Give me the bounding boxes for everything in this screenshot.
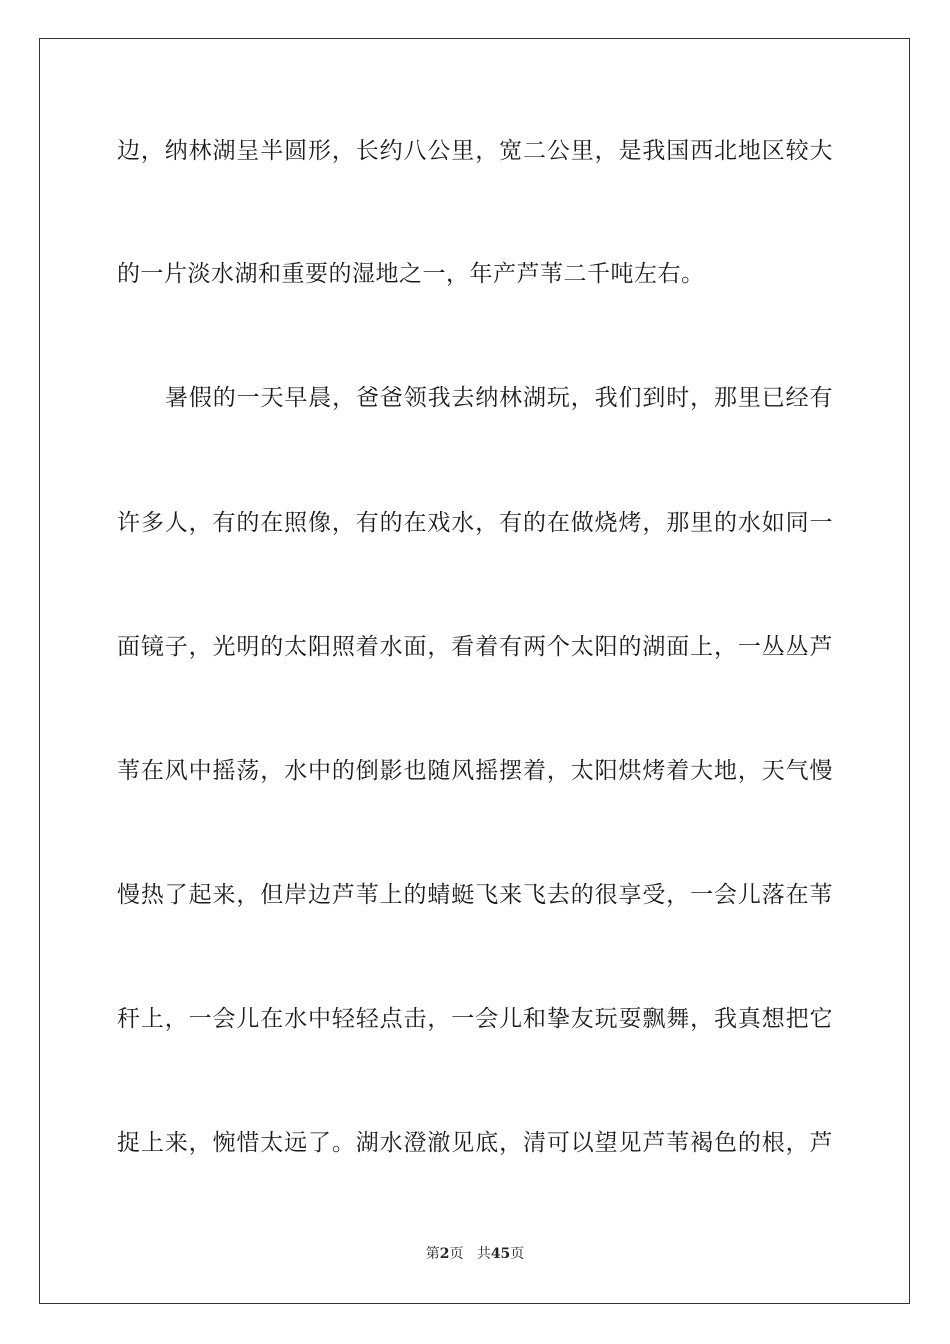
footer-total-suffix: 页 xyxy=(510,1246,525,1262)
text-line-2: 的一片淡水湖和重要的湿地之一，年产芦苇二千吨左右。 xyxy=(117,261,705,287)
footer-total-prefix: 共 xyxy=(476,1246,491,1262)
footer-page-prefix: 第 xyxy=(425,1246,440,1262)
page-footer xyxy=(0,1245,950,1263)
text-line-4: 许多人，有的在照像，有的在戏水，有的在做烧烤，那里的水如同一 xyxy=(117,510,833,536)
text-line-1: 边，纳林湖呈半圆形，长约八公里，宽二公里，是我国西北地区较大 xyxy=(117,138,833,164)
text-line-5: 面镜子，光明的太阳照着水面，看着有两个太阳的湖面上，一丛丛芦 xyxy=(117,634,833,660)
text-line-3: 暑假的一天早晨，爸爸领我去纳林湖玩，我们到时，那里已经有 xyxy=(165,385,833,411)
text-line-7: 慢热了起来，但岸边芦苇上的蜻蜓飞来飞去的很享受，一会儿落在苇 xyxy=(117,882,833,908)
text-line-8: 秆上，一会儿在水中轻轻点击，一会儿和挚友玩耍飘舞，我真想把它 xyxy=(117,1006,833,1032)
text-line-9: 捉上来，惋惜太远了。湖水澄澈见底，清可以望见芦苇褐色的根，芦 xyxy=(117,1130,833,1156)
footer-page-suffix: 页 xyxy=(449,1246,464,1262)
footer-total-pages: 45 xyxy=(490,1246,511,1262)
footer-page-number: 2 xyxy=(439,1246,450,1262)
text-line-6: 苇在风中摇荡，水中的倒影也随风摇摆着，太阳烘烤着大地，天气慢 xyxy=(117,758,833,784)
page-border xyxy=(39,38,910,1304)
